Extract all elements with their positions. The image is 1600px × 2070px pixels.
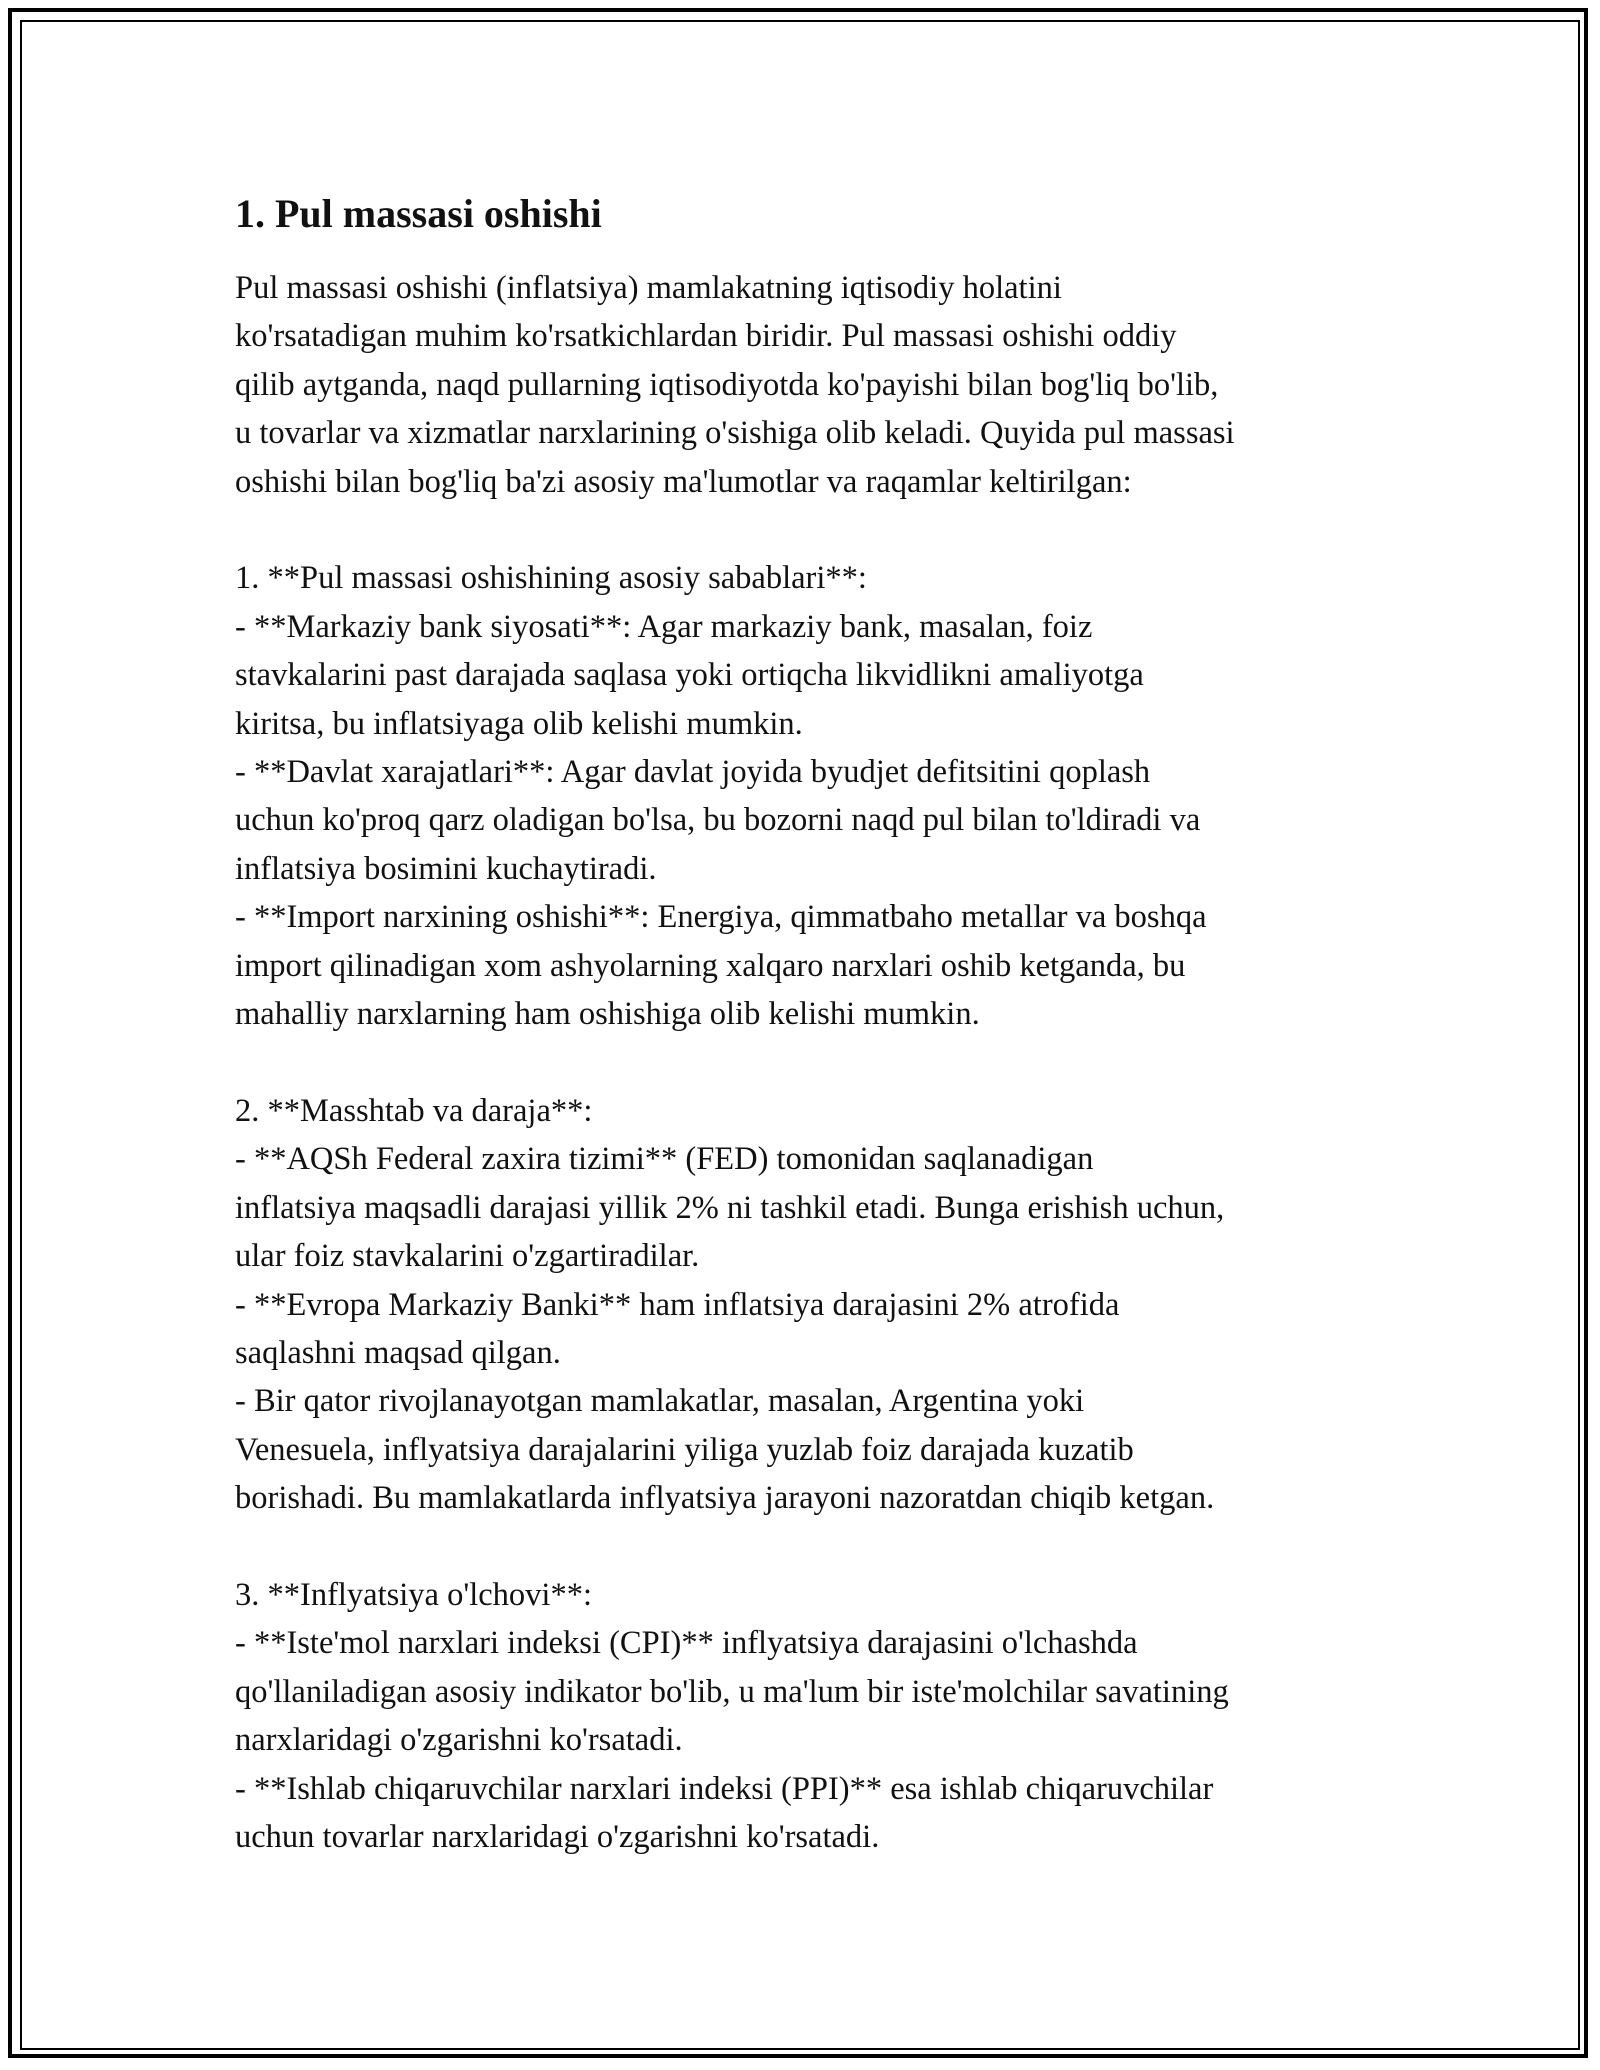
section-heading: 1. Pul massasi oshishi bbox=[235, 191, 602, 236]
document-content bbox=[235, 188, 1375, 1861]
section-body-text: Pul massasi oshishi (inflatsiya) mamlakatning iqtisodiy holatini ko'rsatadigan muhim ko'rsatkichlardan biridir. Pul massasi oshishi oddiy qilib aytganda, naqd pullarning iqtisodiyotda ko'payishi bilan bog'liq bo'lib, u tovarlar va xizmatlar narxlarining o'sishiga olib keladi. Quyida pul massasi oshishi bilan bog'liq ba'zi asosiy ma'lumotlar va raqamlar keltirilgan: 1. **Pul massasi oshishining asosiy sabablari**: - **Markaziy bank siyosati**: Agar markaziy bank, masalan, foiz stavkalarini past darajada saqlasa yoki ortiqcha likvidlikni amaliyotga kiritsa, bu inflatsiyaga olib kelishi mumkin. - **Davlat xarajatlari**: Agar davlat joyida byudjet defitsitini qoplash uchun ko'proq qarz oladigan bo'lsa, bu bozorni naqd pul bilan to'ldiradi va inflatsiya bosimini kuchaytiradi. - **Import narxining oshishi**: Energiya, qimmatbaho metallar va boshqa import qilinadigan xom ashyolarning xalqaro narxlari oshib ketganda, bu mahalliy narxlarning ham oshishiga olib kelishi mumkin. 2. **Masshtab va daraja**: - **AQSh Federal zaxira tizimi** (FED) tomonidan saqlanadigan inflatsiya maqsadli darajasi yillik 2% ni tashkil etadi. Bunga erishish uchun, ular foiz stavkalarini o'zgartiradilar. - **Evropa Markaziy Banki** ham inflatsiya darajasini 2% atrofida saqlashni maqsad qilgan. - Bir qator rivojlanayotgan mamlakatlar, masalan, Argentina yoki Venesuela, inflyatsiya darajalarini yiliga yuzlab foiz darajada kuzatib borishadi. Bu mamlakatlarda inflyatsiya jarayoni nazoratdan chiqib ketgan. 3. **Inflyatsiya o'lchovi**: - **Iste'mol narxlari indeksi (CPI)** inflyatsiya darajasini o'lchashda qo'llaniladigan asosiy indikator bo'lib, u ma'lum bir iste'molchilar savatining narxlaridagi o'zgarishni ko'rsatadi. - **Ishlab chiqaruvchilar narxlari indeksi (PPI)** esa ishlab chiqaruvchilar uchun tovarlar narxlaridagi o'zgarishni ko'rsatadi. bbox=[235, 270, 1235, 1855]
